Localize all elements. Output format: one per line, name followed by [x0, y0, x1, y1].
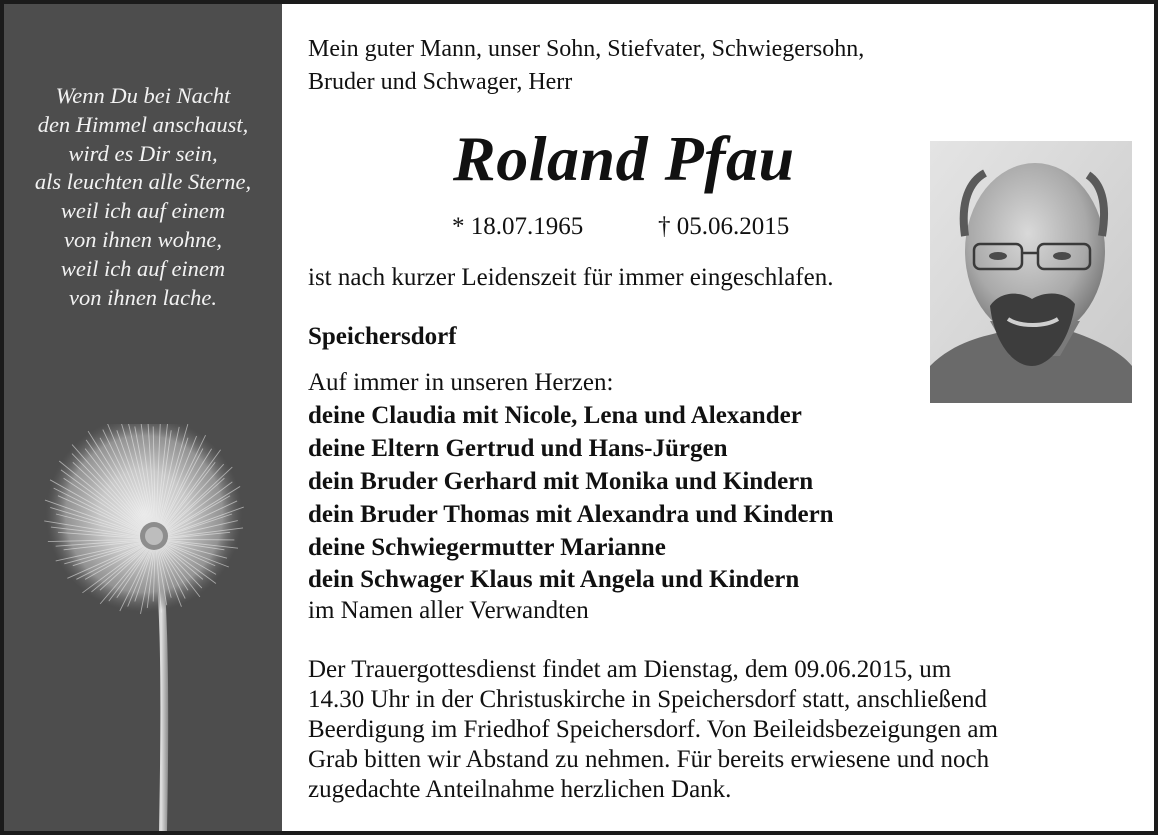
portrait-illustration — [930, 141, 1132, 403]
intro-line: Mein guter Mann, unser Sohn, Stiefvater, Schwiegersohn, — [308, 36, 865, 62]
mourner-line: dein Schwager Klaus mit Angela und Kindern — [308, 566, 800, 593]
service-line: Grab bitten wir Abstand zu nehmen. Für bereits erwiesene und noch — [308, 746, 990, 773]
mourner-line: deine Eltern Gertrud und Hans-Jürgen — [308, 435, 728, 462]
mourner-line: dein Bruder Thomas mit Alexandra und Kindern — [308, 501, 834, 528]
service-line: zugedachte Anteilnahme herzlichen Dank. — [308, 776, 732, 803]
place: Speichersdorf — [308, 323, 457, 350]
poem-line: Wenn Du bei Nacht — [55, 83, 231, 108]
poem-line: den Himmel anschaust, — [37, 111, 249, 137]
service-line: Beerdigung im Friedhof Speichersdorf. Von Beileidsbezeigungen am — [308, 716, 998, 743]
poem-line: wird es Dir sein, — [68, 140, 218, 166]
sidebar-panel — [4, 4, 282, 831]
poem-line: weil ich auf einem — [60, 255, 226, 281]
intro-line: Bruder und Schwager, Herr — [308, 69, 573, 95]
deceased-name: Roland Pfau — [453, 123, 795, 194]
mourner-line: deine Schwiegermutter Marianne — [308, 534, 666, 561]
mourner-line: dein Bruder Gerhard mit Monika und Kindern — [308, 468, 814, 495]
poem-line: von ihnen lache. — [68, 284, 218, 310]
mourner-line: deine Claudia mit Nicole, Lena und Alexander — [308, 402, 802, 429]
dandelion-illustration — [4, 424, 282, 831]
poem-line: als leuchten alle Sterne, — [34, 169, 252, 195]
portrait-photo — [930, 141, 1132, 403]
poem-line: weil ich auf einem — [60, 198, 226, 224]
birth-date: * 18.07.1965 — [452, 213, 584, 240]
service-line: Der Trauergottesdienst findet am Dienstag, dem 09.06.2015, um — [308, 656, 952, 683]
death-date: † 05.06.2015 — [658, 213, 790, 240]
service-line: 14.30 Uhr in der Christuskirche in Speichersdorf statt, anschließend — [308, 686, 988, 713]
poem — [4, 82, 282, 312]
mourners-heading: Auf immer in unseren Herzen: — [308, 369, 614, 396]
poem-line: von ihnen wohne, — [63, 226, 223, 252]
statement: ist nach kurzer Leidenszeit für immer eingeschlafen. — [308, 264, 834, 291]
relatives-line: im Namen aller Verwandten — [308, 597, 589, 624]
